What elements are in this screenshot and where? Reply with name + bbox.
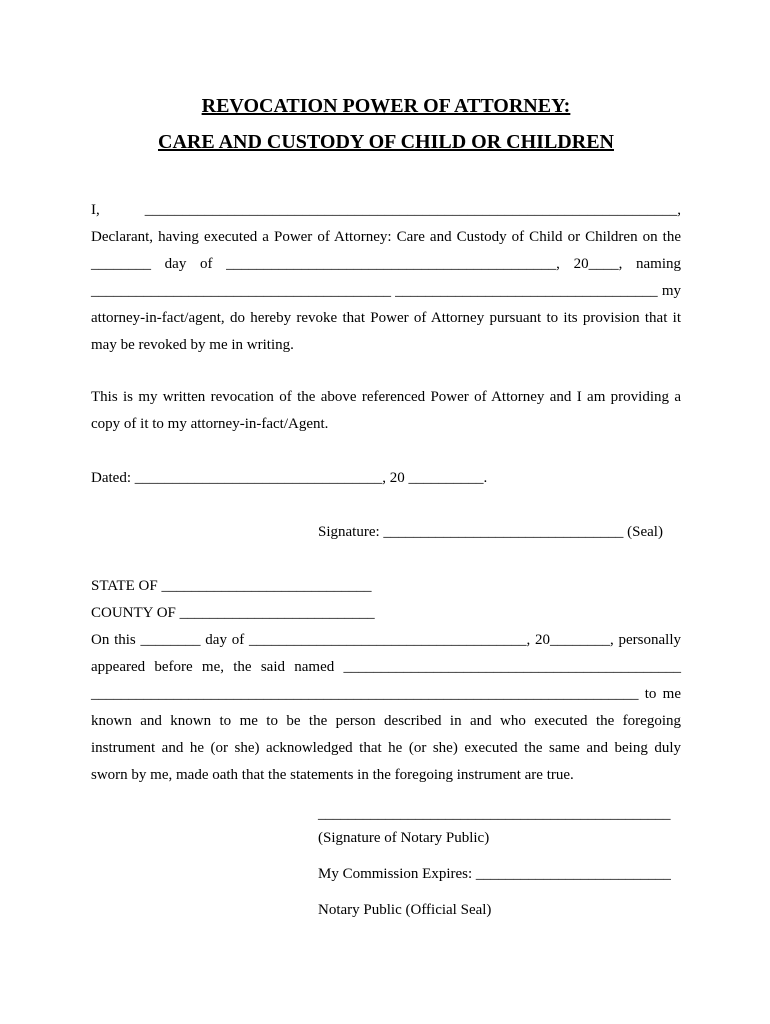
dated-section [91,465,681,492]
declarant-signature-section [318,519,681,546]
appeared-name-continuation-line: _________________________________________________________________________ to me [91,686,681,702]
notary-signature-blank-line: _______________________________________________ [318,806,671,822]
written-revocation-line-1: This is my written revocation of the above referenced Power of Attorney and I am providing a [91,389,681,405]
revocation-clause-end-line: may be revoked by me in writing. [91,337,294,353]
commission-expiry-line: My Commission Expires: __________________________ [318,866,671,882]
written-revocation-paragraph [91,384,681,438]
agent-names-blank-line: ________________________________________ ___________________________________ my [91,283,681,299]
declarant-signature-line: Signature: ________________________________ (Seal) [318,524,663,540]
title-line-1: REVOCATION POWER OF ATTORNEY: [201,95,571,117]
declarant-name-blank-line: I, _______________________________________________________________________, [91,202,681,218]
poa-execution-date-line: ________ day of ____________________________________________, 20____, naming [91,256,681,272]
title-line-2: CARE AND CUSTODY OF CHILD OR CHILDREN [158,131,614,153]
notary-signature-block [318,802,681,922]
acknowledged-execution-line: instrument and he (or she) acknowledged that he (or she) executed the same and being duly [91,740,681,756]
state-of-line: STATE OF ____________________________ [91,578,372,594]
sworn-oath-line: sworn by me, made oath that the statements in the foregoing instrument are true. [91,767,574,783]
acknowledgment-date-line: On this ________ day of _____________________________________, 20________, personally [91,632,681,648]
notary-official-seal-line: Notary Public (Official Seal) [318,902,492,918]
declarant-statement-line: Declarant, having executed a Power of Attorney: Care and Custody of Child or Children on the [91,229,681,245]
county-of-line: COUNTY OF __________________________ [91,605,375,621]
document-title [91,88,681,160]
notary-acknowledgment-section [91,573,681,789]
known-to-me-line: known and known to me to be the person described in and who executed the foregoing [91,713,681,729]
declaration-paragraph [91,197,681,359]
appeared-before-me-line: appeared before me, the said named _____________________________________________ [91,659,681,675]
notary-signature-label: (Signature of Notary Public) [318,830,490,846]
dated-blank-line: Dated: _________________________________, 20 __________. [91,470,488,486]
revocation-clause-line: attorney-in-fact/agent, do hereby revoke that Power of Attorney pursuant to its provision that it [91,310,681,326]
written-revocation-line-2: copy of it to my attorney-in-fact/Agent. [91,416,329,432]
